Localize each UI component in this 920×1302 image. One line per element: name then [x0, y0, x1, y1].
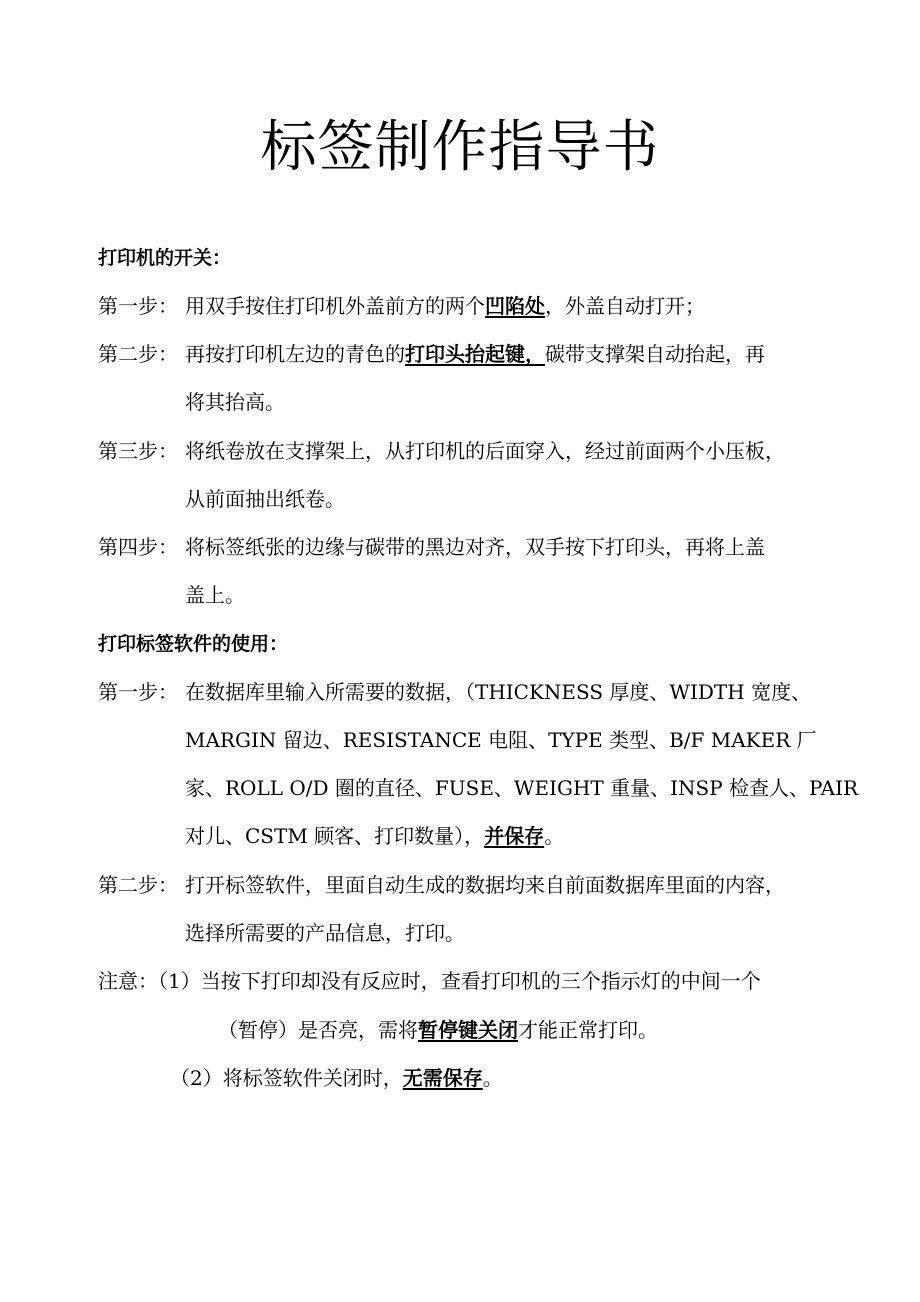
step-3-line-1 [98, 437, 785, 465]
step-text: 将纸卷放在支撑架上，从打印机的后面穿入，经过前面两个小压板， [185, 439, 785, 463]
step-1-line-1 [98, 292, 705, 320]
software-step-1-line-4 [185, 822, 564, 850]
step-label: 第一步： [98, 680, 178, 704]
emphasis-text: 并保存 [484, 824, 545, 848]
note-1-line-2 [218, 1016, 658, 1044]
note-2-line-1 [170, 1064, 503, 1092]
note-text: 。 [482, 1066, 503, 1090]
note-text: （1）当按下打印却没有反应时，查看打印机的三个指示灯的中间一个 [158, 969, 761, 993]
software-step-1-line-1 [98, 678, 811, 706]
emphasis-text: 打印头抬起键， [405, 342, 545, 366]
note-text: 才能正常打印。 [518, 1018, 658, 1042]
section-heading-software-usage: 打印标签软件的使用： [98, 633, 289, 655]
document-title: 标签制作指导书 [260, 115, 660, 180]
step-4-line-2: 盖上。 [185, 583, 245, 607]
step-3-line-2: 从前面抽出纸卷。 [185, 487, 345, 511]
emphasis-text: 凹陷处 [485, 294, 545, 318]
step-text: 在数据库里输入所需要的数据，（THICKNESS 厚度、WIDTH 宽度、 [185, 680, 812, 704]
note-label: 注意： [98, 969, 158, 993]
step-label: 第三步： [98, 439, 178, 463]
step-text: ，外盖自动打开； [545, 294, 705, 318]
step-label: 第二步： [98, 342, 178, 366]
step-text: 用双手按住打印机外盖前方的两个 [185, 294, 485, 318]
note-text: （暂停）是否亮，需将 [218, 1018, 418, 1042]
step-label: 第四步： [98, 535, 178, 559]
emphasis-text: 无需保存 [402, 1066, 483, 1090]
software-step-1-line-2: MARGIN 留边、RESISTANCE 电阻、TYPE 类型、B/F MAKER 厂 [185, 728, 817, 752]
step-4-line-1 [98, 533, 765, 561]
step-text: 。 [544, 824, 565, 848]
software-step-1-line-3: 家、ROLL O/D 圈的直径、FUSE、WEIGHT 重量、INSP 检查人、PAIR [185, 776, 859, 800]
emphasis-text: 暂停键关闭 [418, 1018, 518, 1042]
step-text: 再按打印机左边的青色的 [185, 342, 405, 366]
section-heading-printer-switch: 打印机的开关： [98, 247, 232, 269]
step-2-line-2: 将其抬高。 [185, 390, 285, 414]
step-2-line-1 [98, 340, 765, 368]
step-label: 第二步： [98, 873, 178, 897]
step-text: 碳带支撑架自动抬起，再 [545, 342, 765, 366]
step-label: 第一步： [98, 294, 178, 318]
note-text: （2）将标签软件关闭时， [170, 1066, 403, 1090]
step-text: 打开标签软件，里面自动生成的数据均来自前面数据库里面的内容， [185, 873, 785, 897]
note-1-line-1 [98, 967, 761, 995]
step-text: 将标签纸张的边缘与碳带的黑边对齐，双手按下打印头，再将上盖 [185, 535, 765, 559]
software-step-2-line-1 [98, 871, 785, 899]
software-step-2-line-2: 选择所需要的产品信息，打印。 [185, 921, 465, 945]
step-text: 对儿、CSTM 顾客、打印数量）， [185, 824, 485, 848]
